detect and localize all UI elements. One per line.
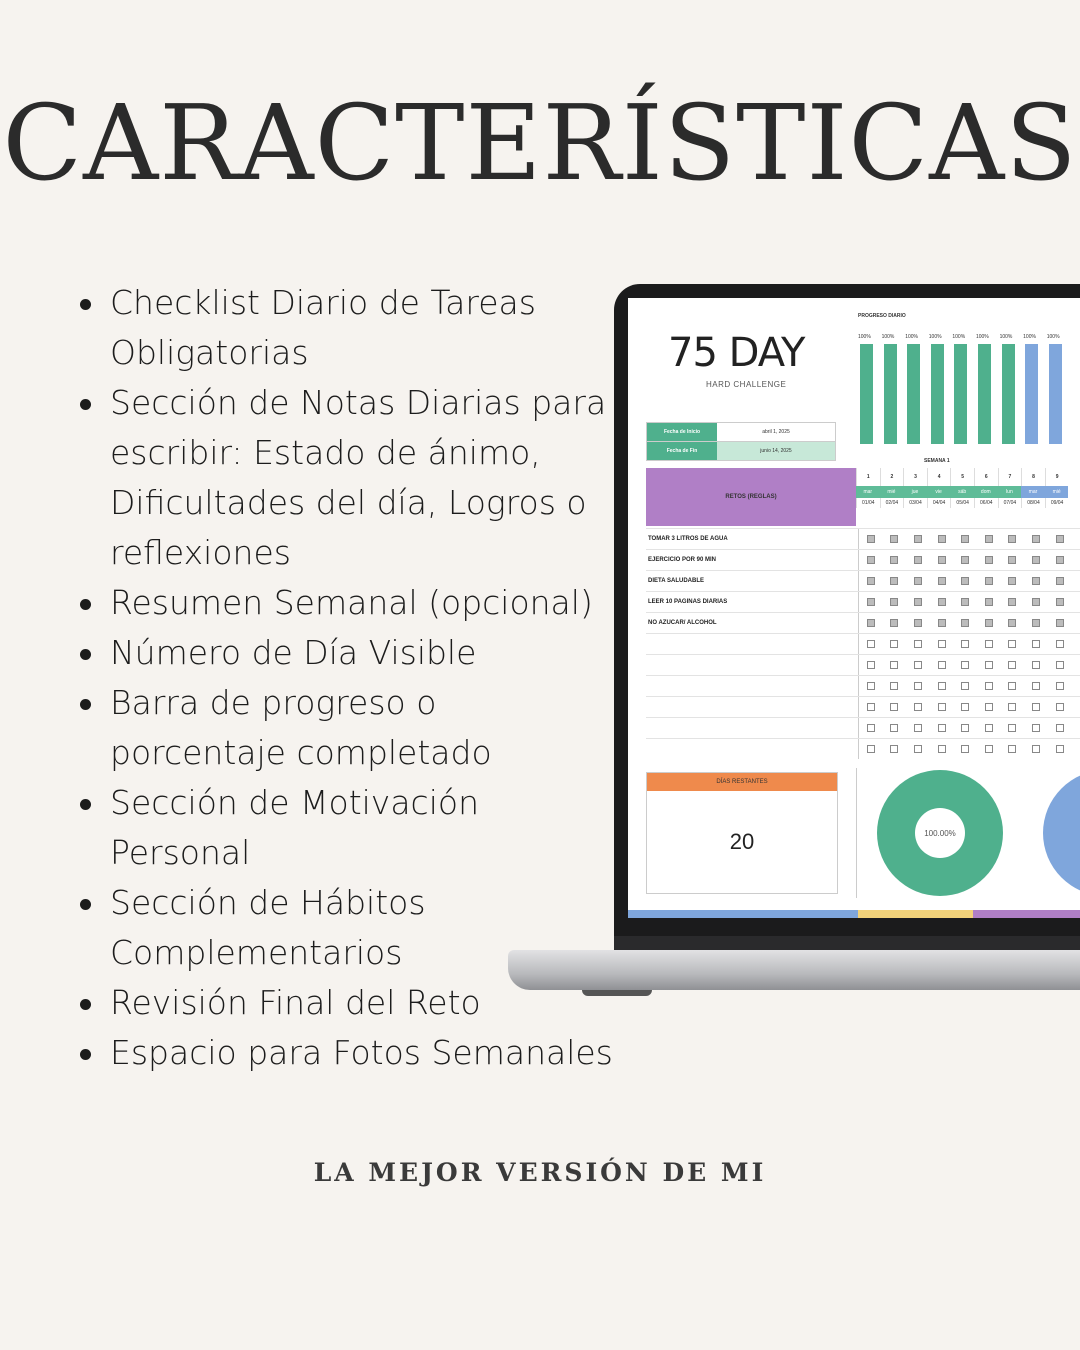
day-checkbox[interactable] <box>906 550 930 570</box>
bullet-icon <box>80 1049 91 1060</box>
day-checkbox[interactable] <box>859 613 883 633</box>
day-checkbox[interactable] <box>859 739 883 759</box>
laptop-screen <box>628 298 1080 918</box>
day-number: 9 <box>1045 468 1069 486</box>
day-checkbox[interactable] <box>859 550 883 570</box>
day-checkbox[interactable] <box>977 655 1001 675</box>
bullet-icon <box>80 599 91 610</box>
rule-row <box>646 612 1080 633</box>
sheet-subtitle: HARD CHALLENGE <box>706 380 787 389</box>
day-checkbox[interactable] <box>883 718 907 738</box>
day-checkbox[interactable] <box>930 739 954 759</box>
day-checkbox[interactable] <box>930 571 954 591</box>
rule-name: EJERCICIO POR 90 MIN <box>646 550 859 570</box>
day-checkbox[interactable] <box>1001 550 1025 570</box>
day-name: mar <box>1021 486 1045 498</box>
day-checkbox[interactable] <box>1048 613 1072 633</box>
day-checkbox[interactable] <box>906 655 930 675</box>
day-number: 5 <box>950 468 974 486</box>
bullet-icon <box>80 899 91 910</box>
day-checkbox[interactable] <box>953 550 977 570</box>
day-checkbox[interactable] <box>1048 697 1072 717</box>
feature-item: Sección de Hábitos Complementarios <box>78 878 618 978</box>
date-row <box>646 441 836 461</box>
rule-name: TOMAR 3 LITROS DE AGUA <box>646 529 859 549</box>
progress-bar <box>954 344 967 444</box>
day-checkbox[interactable] <box>1024 697 1048 717</box>
day-name: vie <box>927 486 951 498</box>
day-date: 09/04 <box>1045 498 1069 508</box>
progress-pct: 100% <box>999 334 1013 340</box>
day-checkbox[interactable] <box>1001 655 1025 675</box>
bullet-icon <box>80 649 91 660</box>
day-checkbox[interactable] <box>1024 634 1048 654</box>
progress-pct: 100% <box>881 334 895 340</box>
feature-item: Número de Día Visible <box>78 628 618 678</box>
day-checkbox[interactable] <box>906 739 930 759</box>
bullet-icon <box>80 299 91 310</box>
day-checkbox[interactable] <box>906 697 930 717</box>
day-checkbox[interactable] <box>977 697 1001 717</box>
day-checkbox[interactable] <box>1048 655 1072 675</box>
donut-panel <box>856 768 1080 898</box>
day-checkbox[interactable] <box>883 655 907 675</box>
rule-row <box>646 696 1080 717</box>
day-column-header <box>998 468 1022 508</box>
day-checkbox[interactable] <box>1024 550 1048 570</box>
feature-item: Revisión Final del Reto <box>78 978 618 1028</box>
day-column-header <box>1021 468 1045 508</box>
day-checkbox[interactable] <box>883 634 907 654</box>
day-name: mié <box>880 486 904 498</box>
day-checkbox[interactable] <box>930 634 954 654</box>
day-checkbox[interactable] <box>953 697 977 717</box>
rule-name <box>646 739 859 759</box>
day-checkbox[interactable] <box>977 676 1001 696</box>
laptop-mockup <box>508 284 1080 1004</box>
progress-donut <box>877 770 1003 896</box>
day-date: 04/04 <box>927 498 951 508</box>
day-checkbox[interactable] <box>1001 697 1025 717</box>
feature-item: Sección de Notas Diarias para escribir: Estado de ánimo, Dificultades del día, Logros o reflexiones <box>78 378 618 578</box>
progress-bar <box>978 344 991 444</box>
rule-row <box>646 528 1080 549</box>
day-date: 01/04 <box>856 498 880 508</box>
rule-row <box>646 570 1080 591</box>
day-name: mié <box>1045 486 1069 498</box>
day-checkbox[interactable] <box>1048 634 1072 654</box>
day-checkbox[interactable] <box>883 676 907 696</box>
rule-name <box>646 634 859 654</box>
donut-label: 100.00% <box>915 808 965 858</box>
day-checkbox[interactable] <box>977 718 1001 738</box>
progress-pct: 100% <box>858 334 871 340</box>
day-checkbox[interactable] <box>1001 571 1025 591</box>
day-checkbox[interactable] <box>883 592 907 612</box>
rule-name <box>646 655 859 675</box>
feature-item: Checklist Diario de Tareas Obligatorias <box>78 278 618 378</box>
rule-row <box>646 591 1080 612</box>
day-checkbox[interactable] <box>1024 529 1048 549</box>
bullet-icon <box>80 699 91 710</box>
day-column-header <box>974 468 998 508</box>
day-checkbox[interactable] <box>859 697 883 717</box>
progress-percentages <box>858 334 1070 340</box>
day-checkbox[interactable] <box>977 739 1001 759</box>
rule-row <box>646 549 1080 570</box>
week-label: SEMANA 1 <box>924 458 950 464</box>
day-checkbox[interactable] <box>930 529 954 549</box>
day-number: 8 <box>1021 468 1045 486</box>
day-checkbox[interactable] <box>1001 718 1025 738</box>
progress-bars <box>860 344 1072 444</box>
day-checkbox[interactable] <box>953 634 977 654</box>
day-checkbox[interactable] <box>1024 571 1048 591</box>
progress-label: PROGRESO DIARIO <box>858 313 906 319</box>
day-checkbox[interactable] <box>1048 718 1072 738</box>
progress-bar <box>931 344 944 444</box>
day-date: 08/04 <box>1021 498 1045 508</box>
day-checkbox[interactable] <box>930 550 954 570</box>
feature-item: Espacio para Fotos Semanales <box>78 1028 618 1078</box>
day-checkbox[interactable] <box>953 718 977 738</box>
day-number: 6 <box>974 468 998 486</box>
progress-bar <box>907 344 920 444</box>
day-date: 03/04 <box>903 498 927 508</box>
rule-row <box>646 675 1080 696</box>
day-column-header <box>903 468 927 508</box>
rule-name <box>646 676 859 696</box>
day-checkbox[interactable] <box>1024 676 1048 696</box>
date-row <box>646 422 836 441</box>
day-checkbox[interactable] <box>859 655 883 675</box>
date-label: Fecha de Fin <box>647 442 717 460</box>
day-checkbox[interactable] <box>883 697 907 717</box>
rule-name <box>646 718 859 738</box>
day-checkbox[interactable] <box>977 550 1001 570</box>
day-checkbox[interactable] <box>1048 739 1072 759</box>
day-number: 7 <box>998 468 1022 486</box>
day-date: 06/04 <box>974 498 998 508</box>
day-checkbox[interactable] <box>953 592 977 612</box>
day-checkbox[interactable] <box>859 634 883 654</box>
rule-name: LEER 10 PAGINAS DIARIAS <box>646 592 859 612</box>
days-remaining-value: 20 <box>729 829 755 854</box>
day-checkbox[interactable] <box>1048 529 1072 549</box>
day-checkbox[interactable] <box>977 571 1001 591</box>
date-value[interactable]: junio 14, 2025 <box>717 442 835 460</box>
progress-bar <box>1049 344 1062 444</box>
day-column-header <box>1045 468 1069 508</box>
progress-pct: 100% <box>975 334 989 340</box>
date-label: Fecha de Inicio <box>647 423 717 441</box>
day-checkbox[interactable] <box>977 634 1001 654</box>
day-name: lun <box>998 486 1022 498</box>
day-number: 2 <box>880 468 904 486</box>
progress-bar <box>860 344 873 444</box>
day-number: 4 <box>927 468 951 486</box>
day-number: 1 <box>856 468 880 486</box>
day-checkbox[interactable] <box>1001 529 1025 549</box>
bullet-icon <box>80 399 91 410</box>
day-checkbox[interactable] <box>1024 739 1048 759</box>
rule-name <box>646 697 859 717</box>
day-checkbox[interactable] <box>977 592 1001 612</box>
day-checkbox[interactable] <box>953 739 977 759</box>
day-checkbox[interactable] <box>883 739 907 759</box>
day-checkbox[interactable] <box>859 718 883 738</box>
footer-tagline: LA MEJOR VERSIÓN DE MI <box>313 1158 767 1187</box>
bullet-icon <box>80 799 91 810</box>
sheet-tabs-strip <box>628 910 1080 918</box>
days-remaining-card <box>646 772 838 894</box>
rule-row <box>646 633 1080 654</box>
day-checkbox[interactable] <box>1001 592 1025 612</box>
days-remaining-label: DÍAS RESTANTES <box>647 773 837 791</box>
day-name: jue <box>903 486 927 498</box>
day-checkbox[interactable] <box>1024 592 1048 612</box>
day-column-header <box>927 468 951 508</box>
day-name: sáb <box>950 486 974 498</box>
day-checkbox[interactable] <box>930 676 954 696</box>
progress-pct: 100% <box>905 334 918 340</box>
laptop-foot <box>582 990 652 996</box>
day-date: 05/04 <box>950 498 974 508</box>
day-name: mar <box>856 486 880 498</box>
day-name: dom <box>974 486 998 498</box>
rules-header: RETOS (REGLAS) <box>646 468 856 526</box>
day-checkbox[interactable] <box>906 634 930 654</box>
bullet-icon <box>80 999 91 1010</box>
day-checkbox[interactable] <box>1048 592 1072 612</box>
rule-row <box>646 738 1080 759</box>
day-checkbox[interactable] <box>1001 739 1025 759</box>
day-checkbox[interactable] <box>1024 613 1048 633</box>
sheet-title: 75 DAY <box>668 330 805 376</box>
day-checkbox[interactable] <box>1001 613 1025 633</box>
day-checkbox[interactable] <box>930 655 954 675</box>
progress-pct: 100% <box>952 334 966 340</box>
day-checkbox[interactable] <box>883 529 907 549</box>
day-checkbox[interactable] <box>953 529 977 549</box>
day-checkbox[interactable] <box>1048 550 1072 570</box>
laptop-base <box>508 950 1080 990</box>
day-checkbox[interactable] <box>883 571 907 591</box>
day-checkbox[interactable] <box>953 571 977 591</box>
day-checkbox[interactable] <box>977 613 1001 633</box>
feature-item: Sección de Motivación Personal <box>78 778 618 878</box>
page-title: CARACTERÍSTICAS <box>2 82 1078 204</box>
date-table <box>646 422 836 461</box>
rule-name: NO AZUCAR/ ALCOHOL <box>646 613 859 633</box>
day-checkbox[interactable] <box>883 613 907 633</box>
rule-row <box>646 654 1080 675</box>
day-checkbox[interactable] <box>1001 634 1025 654</box>
day-checkbox[interactable] <box>1001 676 1025 696</box>
day-checkbox[interactable] <box>859 676 883 696</box>
day-checkbox[interactable] <box>977 529 1001 549</box>
day-checkbox[interactable] <box>1024 718 1048 738</box>
day-checkbox[interactable] <box>859 529 883 549</box>
day-checkbox[interactable] <box>859 571 883 591</box>
progress-bar <box>1025 344 1038 444</box>
day-checkbox[interactable] <box>930 718 954 738</box>
day-checkbox[interactable] <box>953 655 977 675</box>
progress-pct: 100% <box>1046 334 1060 340</box>
day-checkbox[interactable] <box>906 529 930 549</box>
day-checkbox[interactable] <box>906 718 930 738</box>
day-checkbox[interactable] <box>906 592 930 612</box>
rule-name: DIETA SALUDABLE <box>646 571 859 591</box>
day-checkbox[interactable] <box>930 613 954 633</box>
day-column-header <box>856 468 880 508</box>
feature-item: Resumen Semanal (opcional) <box>78 578 618 628</box>
progress-bar <box>1002 344 1015 444</box>
day-checkbox[interactable] <box>906 613 930 633</box>
day-checkbox[interactable] <box>859 592 883 612</box>
day-checkbox[interactable] <box>953 676 977 696</box>
feature-item: Barra de progreso o porcentaje completado <box>78 678 618 778</box>
day-checkbox[interactable] <box>953 613 977 633</box>
rules-table <box>646 528 1080 759</box>
day-checkbox[interactable] <box>883 550 907 570</box>
day-checkbox[interactable] <box>930 697 954 717</box>
day-column-header <box>950 468 974 508</box>
day-checkbox[interactable] <box>906 571 930 591</box>
day-checkbox[interactable] <box>906 676 930 696</box>
day-checkbox[interactable] <box>930 592 954 612</box>
day-column-header <box>880 468 904 508</box>
progress-pct: 100% <box>928 334 942 340</box>
secondary-donut <box>1043 770 1080 896</box>
progress-pct: 100% <box>1023 334 1036 340</box>
rule-row <box>646 717 1080 738</box>
day-checkbox[interactable] <box>1048 571 1072 591</box>
day-date: 07/04 <box>998 498 1022 508</box>
day-number: 3 <box>903 468 927 486</box>
progress-bar <box>884 344 897 444</box>
day-checkbox[interactable] <box>1048 676 1072 696</box>
date-value[interactable]: abril 1, 2025 <box>762 429 790 435</box>
day-date: 02/04 <box>880 498 904 508</box>
day-checkbox[interactable] <box>1024 655 1048 675</box>
